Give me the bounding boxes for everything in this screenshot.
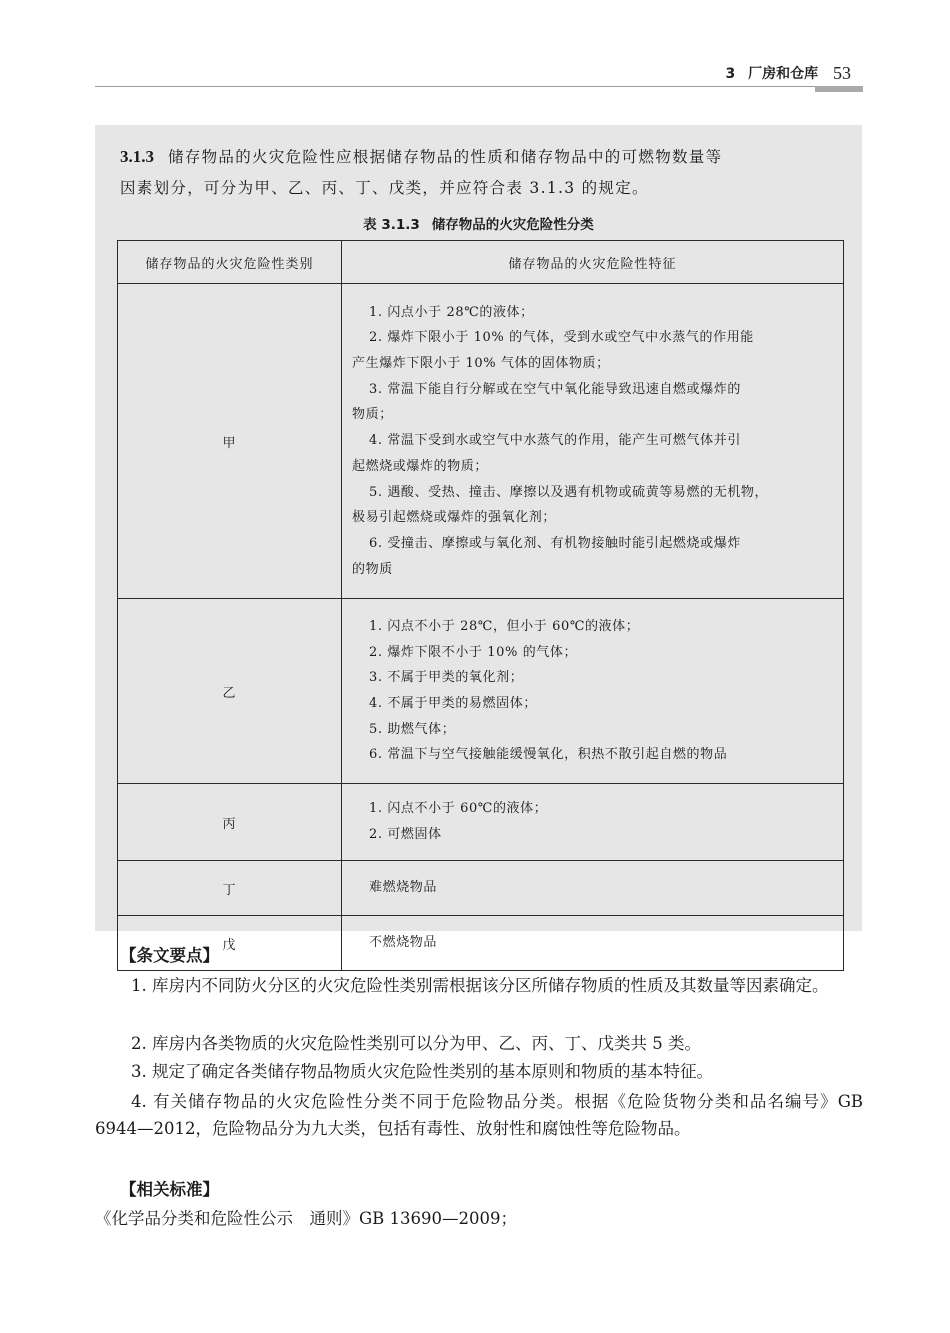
characteristic-line bbox=[352, 428, 837, 454]
table-row bbox=[118, 916, 844, 971]
characteristics-cell bbox=[342, 916, 844, 971]
table-caption-number: 表 3.1.3 bbox=[363, 217, 420, 233]
table-row bbox=[118, 599, 844, 784]
characteristics-cell bbox=[342, 784, 844, 861]
category-cell: 甲 bbox=[118, 284, 342, 599]
header-category: 储存物品的火灾危险性类别 bbox=[118, 241, 342, 284]
characteristic-line bbox=[352, 614, 837, 640]
characteristic-line bbox=[352, 325, 837, 351]
page-number: 53 bbox=[833, 63, 851, 83]
characteristic-line bbox=[352, 480, 837, 506]
table-caption bbox=[95, 213, 862, 233]
line-text: 1. 闪点不小于 60℃的液体； bbox=[369, 801, 548, 817]
characteristic-line bbox=[352, 454, 837, 480]
characteristics-cell bbox=[342, 599, 844, 784]
characteristic-line bbox=[352, 875, 837, 901]
characteristics-cell bbox=[342, 284, 844, 599]
characteristic-line bbox=[352, 796, 837, 822]
line-text: 的物质 bbox=[352, 561, 393, 577]
clause-text-2: 因素划分，可分为甲、乙、丙、丁、戊类，并应符合表 3.1.3 的规定。 bbox=[120, 179, 649, 197]
characteristic-line bbox=[352, 300, 837, 326]
header-rule bbox=[95, 86, 815, 87]
header-characteristics: 储存物品的火灾危险性特征 bbox=[342, 241, 844, 284]
characteristic-line bbox=[352, 402, 837, 428]
key-point-text: 4. 有关储存物品的火灾危险性分类不同于危险物品分类。根据《危险货物分类和品名编号》GB 6944—2012，危险物品分为九大类，包括有毒性、放射性和腐蚀性等危险物品。 bbox=[95, 1092, 863, 1138]
line-text: 2. 可燃固体 bbox=[369, 827, 442, 842]
line-text: 2. 爆炸下限不小于 10% 的气体； bbox=[369, 644, 578, 660]
line-text: 极易引起燃烧或爆炸的强氧化剂； bbox=[352, 510, 557, 526]
line-text: 产生爆炸下限小于 10% 气体的固体物质； bbox=[352, 356, 610, 372]
header-text bbox=[726, 62, 852, 83]
line-text: 难燃烧物品 bbox=[369, 880, 438, 896]
table-row bbox=[118, 284, 844, 599]
header-bar bbox=[815, 86, 863, 92]
category-cell: 丙 bbox=[118, 784, 342, 861]
line-text: 不燃烧物品 bbox=[369, 935, 438, 951]
related-standards-title: 【相关标准】 bbox=[120, 1180, 219, 1199]
hazard-classification-table bbox=[117, 240, 844, 971]
category-cell: 乙 bbox=[118, 599, 342, 784]
line-text: 5. 遇酸、受热、撞击、摩擦以及遇有机物或硫黄等易燃的无机物， bbox=[369, 484, 769, 500]
line-text: 3. 不属于甲类的氧化剂； bbox=[369, 670, 524, 686]
characteristics-cell bbox=[342, 861, 844, 916]
characteristic-line bbox=[352, 930, 837, 956]
clause-text-1: 储存物品的火灾危险性应根据储存物品的性质和储存物品中的可燃物数量等 bbox=[168, 148, 723, 166]
characteristic-line bbox=[352, 717, 837, 743]
line-text: 起燃烧或爆炸的物质； bbox=[352, 458, 489, 474]
clause-number: 3.1.3 bbox=[120, 147, 154, 166]
key-points-title: 【条文要点】 bbox=[120, 946, 219, 965]
line-text: 6. 常温下与空气接触能缓慢氧化，积热不散引起自燃的物品 bbox=[369, 747, 728, 763]
characteristic-line bbox=[352, 351, 837, 377]
characteristic-line bbox=[352, 531, 837, 557]
key-point-text: 3. 规定了确定各类储存物品物质火灾危险性类别的基本原则和物质的基本特征。 bbox=[131, 1062, 713, 1081]
chapter-number: 3 bbox=[725, 66, 736, 82]
characteristic-line bbox=[352, 691, 837, 717]
table-caption-title: 储存物品的火灾危险性分类 bbox=[431, 217, 594, 233]
running-header bbox=[95, 62, 863, 88]
line-text: 3. 常温下能自行分解或在空气中氧化能导致迅速自燃或爆炸的 bbox=[369, 381, 741, 397]
characteristic-line bbox=[352, 557, 837, 583]
chapter-title: 厂房和仓库 bbox=[748, 66, 819, 82]
key-point-1 bbox=[95, 972, 863, 999]
characteristic-line bbox=[352, 665, 837, 691]
key-point-3 bbox=[95, 1058, 863, 1085]
table-row bbox=[118, 784, 844, 861]
category-cell: 丁 bbox=[118, 861, 342, 916]
category-cell: 戊 bbox=[118, 916, 342, 971]
line-text: 物质； bbox=[352, 407, 393, 423]
characteristic-line bbox=[352, 640, 837, 666]
line-text: 1. 闪点小于 28℃的液体； bbox=[369, 304, 534, 320]
line-text: 2. 爆炸下限小于 10% 的气体，受到水或空气中水蒸气的作用能 bbox=[369, 330, 754, 346]
clause-line-1 bbox=[120, 141, 850, 173]
related-standard-1: 《化学品分类和危险性公示 通则》GB 13690—2009； bbox=[95, 1209, 518, 1228]
characteristic-line bbox=[352, 742, 837, 768]
key-point-4 bbox=[95, 1088, 863, 1142]
table-row bbox=[118, 861, 844, 916]
key-point-text: 1. 库房内不同防火分区的火灾危险性类别需根据该分区所储存物质的性质及其数量等因素确定。 bbox=[131, 976, 829, 995]
line-text: 6. 受撞击、摩擦或与氧化剂、有机物接触时能引起燃烧或爆炸 bbox=[369, 535, 741, 551]
line-text: 4. 不属于甲类的易燃固体； bbox=[369, 696, 537, 711]
key-point-text: 2. 库房内各类物质的火灾危险性类别可以分为甲、乙、丙、丁、戊类共 5 类。 bbox=[131, 1034, 701, 1053]
key-point-2 bbox=[95, 1030, 863, 1057]
line-text: 5. 助燃气体； bbox=[369, 721, 456, 737]
clause-3-1-3 bbox=[120, 141, 850, 204]
line-text: 4. 常温下受到水或空气中水蒸气的作用，能产生可燃气体并引 bbox=[369, 433, 741, 449]
characteristic-line bbox=[352, 505, 837, 531]
characteristic-line bbox=[352, 822, 837, 848]
table-header-row bbox=[118, 241, 844, 284]
characteristic-line bbox=[352, 377, 837, 403]
line-text: 1. 闪点不小于 28℃，但小于 60℃的液体； bbox=[369, 618, 640, 634]
